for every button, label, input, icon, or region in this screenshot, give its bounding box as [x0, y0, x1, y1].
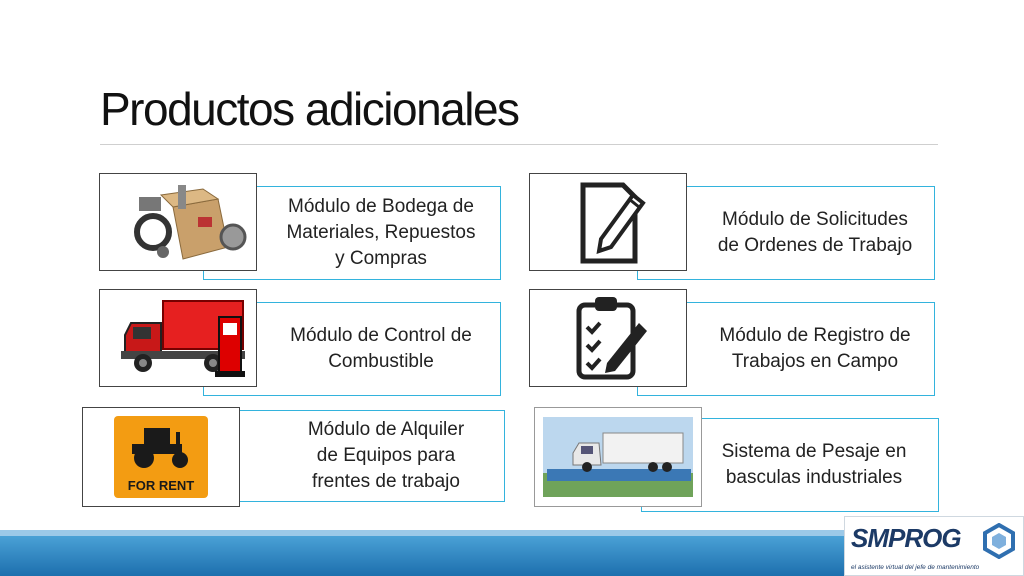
- module-label-bodega: Módulo de Bodega de Materiales, Repuestos y Compras: [286, 196, 476, 269]
- module-label-pesaje: Sistema de Pesaje en basculas industriales: [721, 441, 907, 488]
- title-divider: [100, 144, 938, 145]
- module-label-alquiler: Módulo de Alquiler de Equipos para frentes de trabajo: [307, 419, 465, 492]
- module-label-registro: Módulo de Registro de Trabajos en Campo: [719, 325, 911, 372]
- logo-hexagon-icon: [981, 523, 1017, 559]
- page-title: Productos adicionales: [100, 83, 519, 135]
- logo-brand: SMPROG: [851, 523, 961, 553]
- clipboard-checklist-icon: [529, 289, 687, 387]
- for-rent-text: FOR RENT: [127, 478, 195, 493]
- document-pen-icon: [529, 173, 687, 271]
- smprog-logo: [844, 516, 1024, 576]
- rent-badge: [114, 416, 208, 498]
- logo-tagline: el asistente virtual del jefe de mantenimiento: [851, 564, 980, 571]
- module-label-solicitudes: Módulo de Solicitudes de Ordenes de Trabajo: [717, 209, 913, 256]
- spare-parts-box-icon: [99, 173, 257, 271]
- tractor-for-rent-icon: [82, 407, 240, 507]
- fuel-truck-icon: [99, 289, 257, 387]
- module-label-combustible: Módulo de Control de Combustible: [290, 325, 472, 372]
- module-card-alquiler: [207, 410, 505, 502]
- truck-scale-icon: [534, 407, 702, 507]
